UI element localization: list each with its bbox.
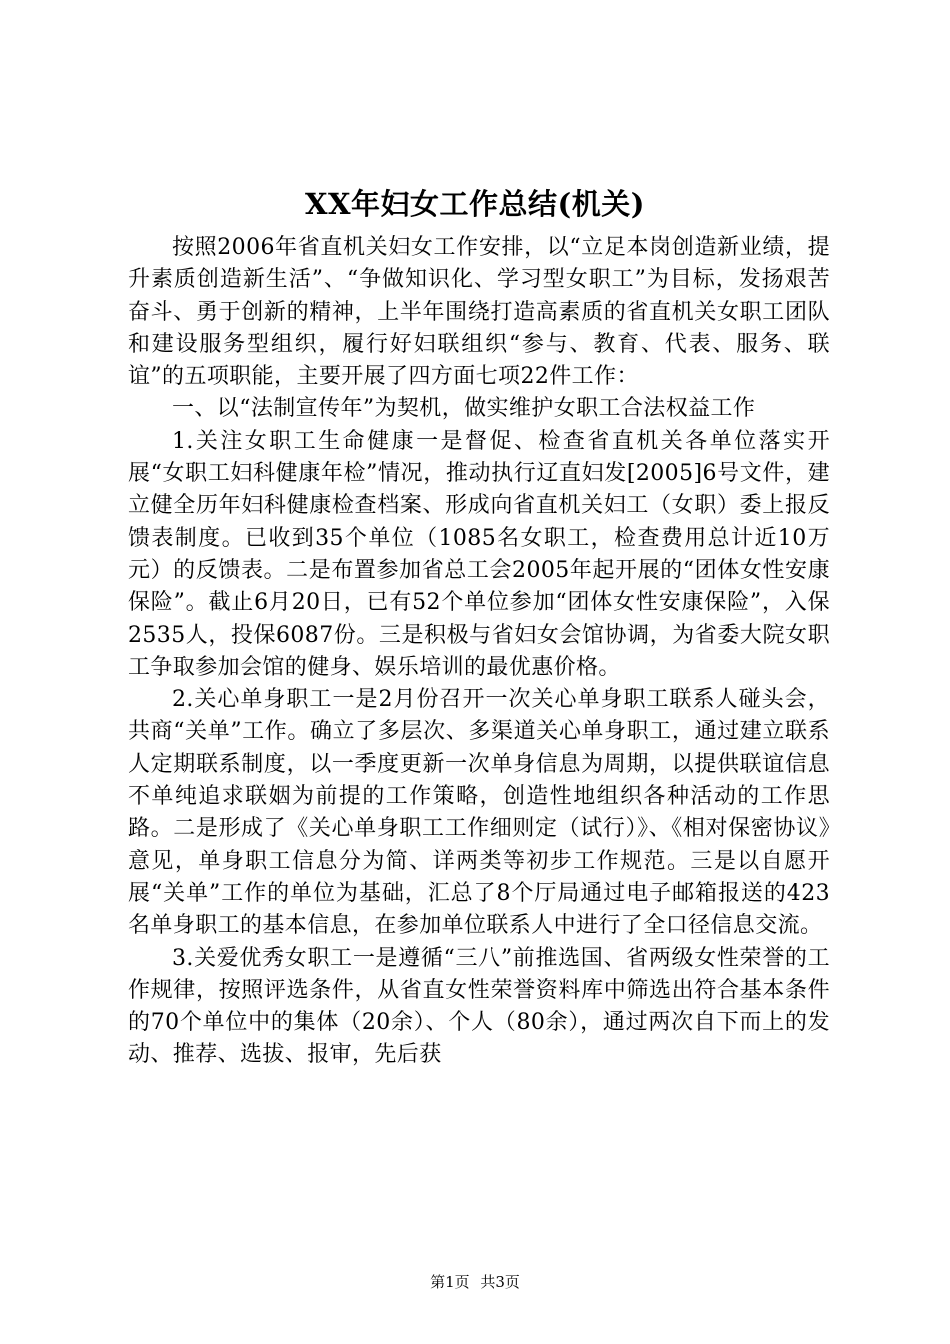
page-footer: [0, 1272, 950, 1292]
item-2-paragraph: 2.关心单身职工一是2月份召开一次关心单身职工联系人碰头会，共商“关单”工作。确立了多层次、多渠道关心单身职工，通过建立联系人定期联系制度，以一季度更新一次单身信息为周期，以提供联谊信息不单纯追求联姻为前提的工作策略，创造性地组织各种活动的工作思路。二是形成了《关心单身职工工作细则定（试行）》、《相对保密协议》意见，单身职工信息分为简、详两类等初步工作规范。三是以自愿开展“关单”工作的单位为基础，汇总了8个厅局通过电子邮箱报送的423名单身职工的基本信息，在参加单位联系人中进行了全口径信息交流。: [128, 687, 830, 939]
item-1-paragraph: 1.关注女职工生命健康一是督促、检查省直机关各单位落实开展“女职工妇科健康年检”情况，推动执行辽直妇发[2005]6号文件，建立健全历年妇科健康检查档案、形成向省直机关妇工（女职）委上报反馈表制度。已收到35个单位（1085名女职工，检查费用总计近10万元）的反馈表。二是布置参加省总工会2005年起开展的“团体女性安康保险”。截止6月20日，已有52个单位参加“团体女性安康保险”，入保2535人，投保6087份。三是积极与省妇女会馆协调，为省委大院女职工争取参加会馆的健身、娱乐培训的最优惠价格。: [128, 428, 830, 680]
page-total: 共3页: [480, 1273, 520, 1291]
intro-paragraph: 按照2006年省直机关妇女工作安排，以“立足本岗创造新业绩，提升素质创造新生活”、“争做知识化、学习型女职工”为目标，发扬艰苦奋斗、勇于创新的精神，上半年围绕打造高素质的省直机关女职工团队和建设服务型组织，履行好妇联组织“参与、教育、代表、服务、联谊”的五项职能，主要开展了四方面七项22件工作：: [128, 235, 830, 390]
item-3-paragraph: 3.关爱优秀女职工一是遵循“三八”前推选国、省两级女性荣誉的工作规律，按照评选条件，从省直女性荣誉资料库中筛选出符合基本条件的70个单位中的集体（20余）、个人（80余），通过两次自下而上的发动、推荐、选拔、报审，先后获: [128, 945, 830, 1068]
document-body: [128, 232, 830, 1072]
document-title: XX年妇女工作总结(机关): [305, 187, 645, 221]
page-number: 第1页: [430, 1273, 470, 1291]
section-heading: 一、以“法制宣传年”为契机，做实维护女职工合法权益工作: [172, 396, 756, 422]
